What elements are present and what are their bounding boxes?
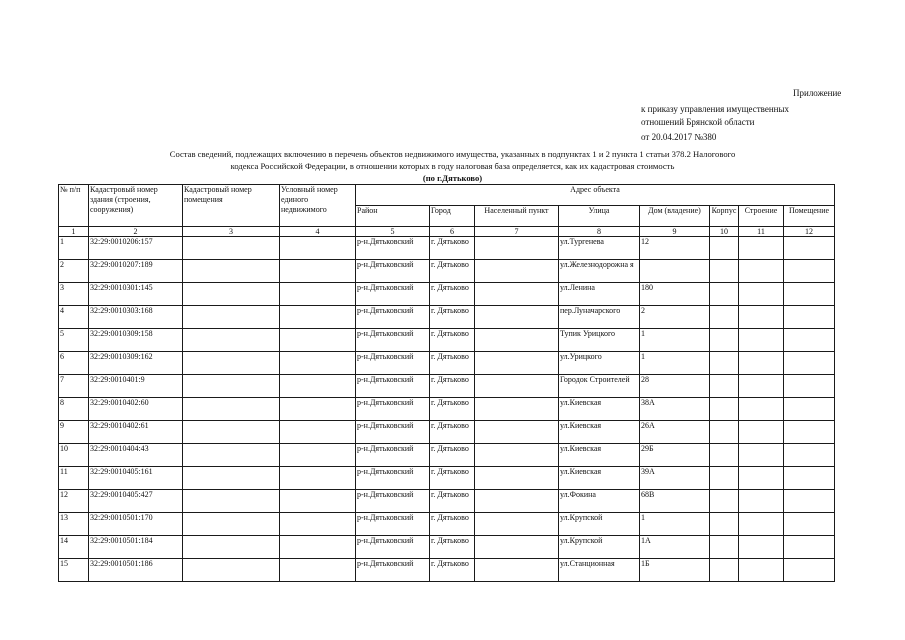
city-cell: г. Дятьково — [430, 283, 475, 306]
cadastral-room-cell — [183, 490, 280, 513]
row-number-cell: 13 — [59, 513, 89, 536]
street-cell: ул.Ленина — [559, 283, 640, 306]
block-cell — [710, 559, 739, 582]
block-cell — [710, 352, 739, 375]
table-row — [59, 375, 835, 398]
city-cell: г. Дятьково — [430, 467, 475, 490]
order-line-1: к приказу управления имущественных — [641, 104, 790, 114]
city-cell: г. Дятьково — [430, 352, 475, 375]
table-row — [59, 260, 835, 283]
cadastral-room-cell — [183, 513, 280, 536]
district-cell: р-н.Дятьковский — [356, 490, 430, 513]
street-cell: Городок Строителей — [559, 375, 640, 398]
document-title-line-3: (по г.Дятьково) — [422, 173, 483, 183]
room-cell — [784, 260, 835, 283]
cadastral-building-cell: 32:29:0010301:145 — [89, 283, 183, 306]
city-cell: г. Дятьково — [430, 237, 475, 260]
conditional-number-cell — [280, 237, 356, 260]
col-header-house: Дом (владение) — [640, 206, 710, 227]
cadastral-building-cell: 32:29:0010402:60 — [89, 398, 183, 421]
conditional-number-cell — [280, 513, 356, 536]
cadastral-building-cell: 32:29:0010501:170 — [89, 513, 183, 536]
column-index-cell: 3 — [183, 227, 280, 237]
column-index-cell: 4 — [280, 227, 356, 237]
column-index-cell: 11 — [739, 227, 784, 237]
district-cell: р-н.Дятьковский — [356, 467, 430, 490]
city-cell: г. Дятьково — [430, 513, 475, 536]
street-cell: Тупик Урицкого — [559, 329, 640, 352]
house-cell: 1Б — [640, 559, 710, 582]
city-cell: г. Дятьково — [430, 559, 475, 582]
table-row — [59, 421, 835, 444]
conditional-number-cell — [280, 444, 356, 467]
settlement-cell — [475, 559, 559, 582]
district-cell: р-н.Дятьковский — [356, 444, 430, 467]
district-cell: р-н.Дятьковский — [356, 398, 430, 421]
col-header-city: Город — [430, 206, 475, 227]
house-cell: 1А — [640, 536, 710, 559]
cadastral-building-cell: 32:29:0010405:427 — [89, 490, 183, 513]
conditional-number-cell — [280, 536, 356, 559]
table-body — [59, 237, 835, 582]
settlement-cell — [475, 398, 559, 421]
table-row — [59, 329, 835, 352]
building-cell — [739, 237, 784, 260]
house-cell: 68В — [640, 490, 710, 513]
col-header-district: Район — [356, 206, 430, 227]
column-index-cell: 2 — [89, 227, 183, 237]
conditional-number-cell — [280, 283, 356, 306]
room-cell — [784, 421, 835, 444]
street-cell: ул.Тургенева — [559, 237, 640, 260]
cadastral-room-cell — [183, 421, 280, 444]
column-index-row — [59, 227, 835, 237]
district-cell: р-н.Дятьковский — [356, 421, 430, 444]
room-cell — [784, 375, 835, 398]
settlement-cell — [475, 444, 559, 467]
building-cell — [739, 559, 784, 582]
house-cell: 38А — [640, 398, 710, 421]
building-cell — [739, 536, 784, 559]
cadastral-building-cell: 32:29:0010501:186 — [89, 559, 183, 582]
district-cell: р-н.Дятьковский — [356, 283, 430, 306]
table-row — [59, 559, 835, 582]
settlement-cell — [475, 283, 559, 306]
building-cell — [739, 467, 784, 490]
table-row — [59, 306, 835, 329]
house-cell: 29Б — [640, 444, 710, 467]
col-header-num: № п/п — [59, 185, 89, 227]
city-cell: г. Дятьково — [430, 421, 475, 444]
street-cell: ул.Крупской — [559, 536, 640, 559]
room-cell — [784, 513, 835, 536]
street-cell: ул.Станционная — [559, 559, 640, 582]
building-cell — [739, 260, 784, 283]
district-cell: р-н.Дятьковский — [356, 375, 430, 398]
row-number-cell: 7 — [59, 375, 89, 398]
settlement-cell — [475, 260, 559, 283]
building-cell — [739, 329, 784, 352]
cadastral-building-cell: 32:29:0010404:43 — [89, 444, 183, 467]
street-cell: пер.Луначарского — [559, 306, 640, 329]
house-cell: 1 — [640, 513, 710, 536]
column-index-cell: 5 — [356, 227, 430, 237]
cadastral-building-cell: 32:29:0010501:184 — [89, 536, 183, 559]
cadastral-room-cell — [183, 329, 280, 352]
district-cell: р-н.Дятьковский — [356, 260, 430, 283]
house-cell: 12 — [640, 237, 710, 260]
street-cell: ул.Киевская — [559, 444, 640, 467]
street-cell: ул.Фокина — [559, 490, 640, 513]
district-cell: р-н.Дятьковский — [356, 306, 430, 329]
conditional-number-cell — [280, 375, 356, 398]
row-number-cell: 1 — [59, 237, 89, 260]
street-cell: ул.Киевская — [559, 467, 640, 490]
conditional-number-cell — [280, 490, 356, 513]
col-header-cond-number: Условный номер единого недвижимого — [280, 185, 356, 227]
row-number-cell: 8 — [59, 398, 89, 421]
street-cell: ул.Киевская — [559, 421, 640, 444]
block-cell — [710, 260, 739, 283]
table-row — [59, 444, 835, 467]
block-cell — [710, 444, 739, 467]
district-cell: р-н.Дятьковский — [356, 352, 430, 375]
property-table — [58, 184, 835, 582]
building-cell — [739, 375, 784, 398]
street-cell: ул.Урицкого — [559, 352, 640, 375]
col-header-room: Помещение — [784, 206, 835, 227]
appendix-label: Приложение — [793, 88, 842, 98]
row-number-cell: 9 — [59, 421, 89, 444]
block-cell — [710, 237, 739, 260]
row-number-cell: 14 — [59, 536, 89, 559]
block-cell — [710, 421, 739, 444]
district-cell: р-н.Дятьковский — [356, 237, 430, 260]
conditional-number-cell — [280, 421, 356, 444]
building-cell — [739, 283, 784, 306]
house-cell: 2 — [640, 306, 710, 329]
room-cell — [784, 536, 835, 559]
block-cell — [710, 467, 739, 490]
settlement-cell — [475, 513, 559, 536]
table-row — [59, 490, 835, 513]
city-cell: г. Дятьково — [430, 536, 475, 559]
col-header-address-group: Адрес объекта — [356, 185, 835, 206]
row-number-cell: 11 — [59, 467, 89, 490]
cadastral-room-cell — [183, 306, 280, 329]
district-cell: р-н.Дятьковский — [356, 329, 430, 352]
house-cell: 1 — [640, 329, 710, 352]
block-cell — [710, 398, 739, 421]
settlement-cell — [475, 490, 559, 513]
building-cell — [739, 421, 784, 444]
table-row — [59, 513, 835, 536]
settlement-cell — [475, 421, 559, 444]
cadastral-building-cell: 32:29:0010303:168 — [89, 306, 183, 329]
col-header-building: Строение — [739, 206, 784, 227]
cadastral-building-cell: 32:29:0010401:9 — [89, 375, 183, 398]
settlement-cell — [475, 329, 559, 352]
cadastral-room-cell — [183, 398, 280, 421]
room-cell — [784, 444, 835, 467]
row-number-cell: 6 — [59, 352, 89, 375]
cadastral-room-cell — [183, 536, 280, 559]
house-cell: 180 — [640, 283, 710, 306]
order-line-3: от 20.04.2017 №380 — [641, 132, 717, 142]
street-cell: ул.Крупской — [559, 513, 640, 536]
block-cell — [710, 536, 739, 559]
row-number-cell: 3 — [59, 283, 89, 306]
row-number-cell: 10 — [59, 444, 89, 467]
row-number-cell: 15 — [59, 559, 89, 582]
col-header-cad-building: Кадастровый номер здания (строения, сооружения) — [89, 185, 183, 227]
col-header-cad-room: Кадастровый номер помещения — [183, 185, 280, 227]
column-index-cell: 9 — [640, 227, 710, 237]
document-title-line-2: кодекса Российской Федерации, в отношении которых в году налоговая база определяется, как их кадастровая стоимость — [230, 161, 675, 171]
conditional-number-cell — [280, 467, 356, 490]
house-cell: 1 — [640, 352, 710, 375]
conditional-number-cell — [280, 559, 356, 582]
block-cell — [710, 329, 739, 352]
cadastral-room-cell — [183, 283, 280, 306]
conditional-number-cell — [280, 398, 356, 421]
settlement-cell — [475, 306, 559, 329]
settlement-cell — [475, 536, 559, 559]
block-cell — [710, 513, 739, 536]
building-cell — [739, 490, 784, 513]
table-row — [59, 536, 835, 559]
room-cell — [784, 306, 835, 329]
city-cell: г. Дятьково — [430, 398, 475, 421]
building-cell — [739, 306, 784, 329]
row-number-cell: 5 — [59, 329, 89, 352]
column-index-cell: 6 — [430, 227, 475, 237]
row-number-cell: 12 — [59, 490, 89, 513]
block-cell — [710, 375, 739, 398]
cadastral-building-cell: 32:29:0010207:189 — [89, 260, 183, 283]
street-cell: ул.Киевская — [559, 398, 640, 421]
room-cell — [784, 352, 835, 375]
city-cell: г. Дятьково — [430, 329, 475, 352]
table-row — [59, 237, 835, 260]
table-row — [59, 352, 835, 375]
house-cell — [640, 260, 710, 283]
column-index-cell: 12 — [784, 227, 835, 237]
column-index-cell: 1 — [59, 227, 89, 237]
document-title-line-1: Состав сведений, подлежащих включению в перечень объектов недвижимого имущества, указанных в подпунктах 1 и 2 пункта 1 статьи 378.2 Налогового — [169, 149, 736, 159]
room-cell — [784, 490, 835, 513]
table-row — [59, 398, 835, 421]
cadastral-room-cell — [183, 375, 280, 398]
cadastral-room-cell — [183, 444, 280, 467]
col-header-street: Улица — [559, 206, 640, 227]
settlement-cell — [475, 237, 559, 260]
city-cell: г. Дятьково — [430, 260, 475, 283]
cadastral-room-cell — [183, 237, 280, 260]
cadastral-room-cell — [183, 559, 280, 582]
column-index-cell: 10 — [710, 227, 739, 237]
block-cell — [710, 490, 739, 513]
building-cell — [739, 513, 784, 536]
house-cell: 26А — [640, 421, 710, 444]
house-cell: 39А — [640, 467, 710, 490]
street-cell: ул.Железнодорожна я — [559, 260, 640, 283]
city-cell: г. Дятьково — [430, 375, 475, 398]
conditional-number-cell — [280, 306, 356, 329]
room-cell — [784, 237, 835, 260]
conditional-number-cell — [280, 352, 356, 375]
house-cell: 28 — [640, 375, 710, 398]
city-cell: г. Дятьково — [430, 306, 475, 329]
cadastral-room-cell — [183, 467, 280, 490]
order-line-2: отношений Брянской области — [641, 117, 755, 127]
settlement-cell — [475, 352, 559, 375]
room-cell — [784, 283, 835, 306]
room-cell — [784, 559, 835, 582]
cadastral-building-cell: 32:29:0010402:61 — [89, 421, 183, 444]
row-number-cell: 2 — [59, 260, 89, 283]
settlement-cell — [475, 467, 559, 490]
building-cell — [739, 398, 784, 421]
table-row — [59, 467, 835, 490]
conditional-number-cell — [280, 329, 356, 352]
cadastral-room-cell — [183, 260, 280, 283]
settlement-cell — [475, 375, 559, 398]
column-index-cell: 7 — [475, 227, 559, 237]
district-cell: р-н.Дятьковский — [356, 559, 430, 582]
row-number-cell: 4 — [59, 306, 89, 329]
cadastral-building-cell: 32:29:0010405:161 — [89, 467, 183, 490]
cadastral-building-cell: 32:29:0010309:158 — [89, 329, 183, 352]
room-cell — [784, 398, 835, 421]
room-cell — [784, 329, 835, 352]
block-cell — [710, 306, 739, 329]
cadastral-room-cell — [183, 352, 280, 375]
col-header-settlement: Населенный пункт — [475, 206, 559, 227]
district-cell: р-н.Дятьковский — [356, 513, 430, 536]
table-row — [59, 283, 835, 306]
column-index-cell: 8 — [559, 227, 640, 237]
cadastral-building-cell: 32:29:0010206:157 — [89, 237, 183, 260]
city-cell: г. Дятьково — [430, 444, 475, 467]
city-cell: г. Дятьково — [430, 490, 475, 513]
block-cell — [710, 283, 739, 306]
building-cell — [739, 352, 784, 375]
district-cell: р-н.Дятьковский — [356, 536, 430, 559]
col-header-block: Корпус — [710, 206, 739, 227]
conditional-number-cell — [280, 260, 356, 283]
building-cell — [739, 444, 784, 467]
header-row — [59, 185, 835, 206]
room-cell — [784, 467, 835, 490]
cadastral-building-cell: 32:29:0010309:162 — [89, 352, 183, 375]
